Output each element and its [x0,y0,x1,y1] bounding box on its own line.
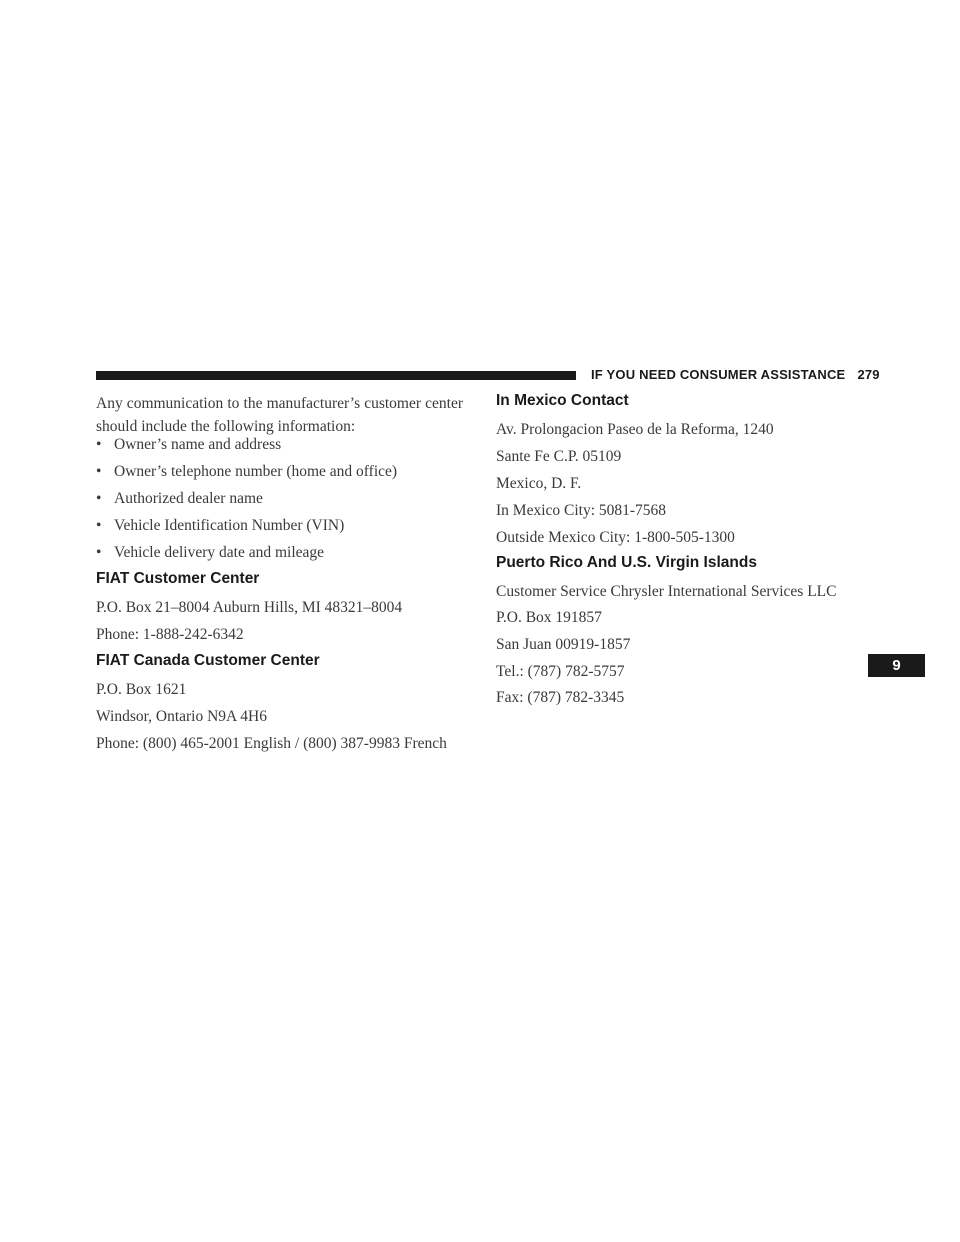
section-heading-fiat-center: FIAT Customer Center [96,570,260,587]
puerto-rico-line: Fax: (787) 782-3345 [496,689,625,706]
fiat-canada-phone: Phone: (800) 465-2001 English / (800) 387-9983 French [96,735,447,752]
list-item: • Owner’s telephone number (home and office) [96,460,397,483]
puerto-rico-line: Tel.: (787) 782-5757 [496,663,625,680]
mexico-line: Mexico, D. F. [496,475,582,492]
fiat-center-phone: Phone: 1-888-242-6342 [96,626,244,643]
mexico-line: Av. Prolongacion Paseo de la Reforma, 1240 [496,421,774,438]
puerto-rico-line: P.O. Box 191857 [496,609,602,626]
header-rule [96,371,576,380]
list-item: • Owner’s name and address [96,433,281,456]
bullet-icon: • [96,463,102,480]
mexico-line: In Mexico City: 5081-7568 [496,502,667,519]
bullet-icon: • [96,436,102,453]
section-heading-puerto-rico: Puerto Rico And U.S. Virgin Islands [496,554,757,571]
section-heading-fiat-canada: FIAT Canada Customer Center [96,652,320,669]
mexico-line: Sante Fe C.P. 05109 [496,448,622,465]
fiat-center-address: P.O. Box 21–8004 Auburn Hills, MI 48321–8004 [96,599,403,616]
chapter-tab: 9 [868,654,925,677]
section-heading-mexico: In Mexico Contact [496,392,629,409]
running-header [591,367,880,382]
fiat-canada-city: Windsor, Ontario N9A 4H6 [96,708,267,725]
puerto-rico-line: Customer Service Chrysler International Services LLC [496,583,837,600]
section-title: IF YOU NEED CONSUMER ASSISTANCE [591,367,846,382]
puerto-rico-line: San Juan 00919-1857 [496,636,631,653]
intro-paragraph: Any communication to the manufacturer’s customer center should include the following information: [96,395,463,435]
list-item: • Authorized dealer name [96,487,263,510]
page-number: 279 [857,367,880,382]
mexico-line: Outside Mexico City: 1-800-505-1300 [496,529,735,546]
list-item: • Vehicle delivery date and mileage [96,541,324,564]
fiat-canada-po-box: P.O. Box 1621 [96,681,187,698]
bullet-icon: • [96,490,102,507]
bullet-icon: • [96,517,102,534]
bullet-icon: • [96,544,102,561]
list-item: • Vehicle Identification Number (VIN) [96,514,344,537]
